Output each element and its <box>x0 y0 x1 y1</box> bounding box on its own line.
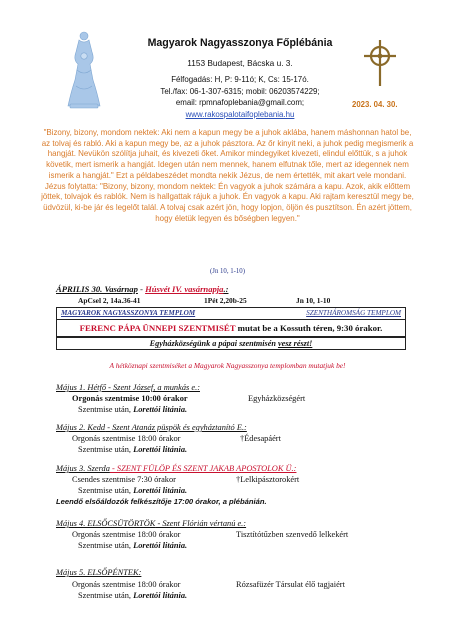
madonna-statue-icon <box>62 30 106 110</box>
mass-intention: Rózsafüzér Társulat élő tagjaiért <box>236 580 345 589</box>
mass-intention: †Lelkipásztorokért <box>236 475 300 484</box>
parish-address: 1153 Budapest, Bácska u. 3. <box>187 58 293 68</box>
pope-mass-details: mutat be a Kossuth téren, 9:30 órakor. <box>235 323 383 333</box>
celtic-cross-icon <box>358 38 402 88</box>
after-mass-note: Szentmise után, Lorettói litánia. <box>78 405 188 414</box>
mass-time: Orgonás szentmise 18:00 órakor <box>72 580 181 589</box>
reading-first: ApCsel 2, 14a.36-41 <box>78 296 141 305</box>
day-heading: Május 5. ELSŐPÉNTEK: <box>56 568 142 577</box>
email-line: email: rpmnafoplebania@gmail.com; <box>175 98 305 108</box>
mass-intention: Tisztítótűzben szenvedő lelkekért <box>236 530 349 539</box>
after-mass-note: Szentmise után, Lorettói litánia. <box>78 486 188 495</box>
day-heading: Május 3. Szerda - SZENT FÜLÖP ÉS SZENT JAKAB APOSTOLOK Ü.: <box>56 464 297 473</box>
mass-intention: Egyházközségért <box>248 394 306 403</box>
website-link[interactable]: www.rakospalotaifoplebania.hu <box>185 109 295 119</box>
gospel-reference: (Jn 10, 1-10) <box>210 268 245 275</box>
pope-mass-row <box>56 319 406 337</box>
after-mass-note: Szentmise után, Lorettói litánia. <box>78 591 188 600</box>
trinity-church-name: SZENTHÁROMSÁG TEMPLOM <box>306 309 401 317</box>
contact-block <box>140 74 340 120</box>
day-heading: Május 4. ELSŐCSÜTÖRTÖK - Szent Flórián vértanú e.: <box>56 519 247 528</box>
mass-time: Orgonás szentmise 10:00 órakor <box>72 394 188 403</box>
sunday-heading: ÁPRILIS 30. Vasárnap - Húsvét IV. vasárnapja.: <box>56 284 229 294</box>
church-row <box>56 307 406 319</box>
weekday-notice: A hétköznapi szentmiséket a Magyarok Nagyasszonya templomban mutatjuk be! <box>109 361 346 370</box>
mass-time: Orgonás szentmise 18:00 órakor <box>72 434 181 443</box>
mass-time: Orgonás szentmise 18:00 órakor <box>72 530 181 539</box>
mass-time: Csendes szentmise 7:30 órakor <box>72 475 176 484</box>
day-heading: Május 1. Hétfő - Szent József, a munkás e.: <box>56 383 200 392</box>
issue-date: 2023. 04. 30. <box>352 100 398 109</box>
parish-attendance-row: Egyházközségünk a pápai szentmisén vesz részt! <box>56 337 406 350</box>
day-heading: Május 2. Kedd - Szent Atanáz püspök és egyháztanító E.: <box>56 423 247 432</box>
sunday-feast: Húsvét IV. vasárnapja <box>145 284 224 294</box>
mass-intention: †Édesapáért <box>240 434 281 443</box>
after-mass-note: Szentmise után, Lorettói litánia. <box>78 445 188 454</box>
after-mass-note: Szentmise után, Lorettói litánia. <box>78 541 188 550</box>
church-name: MAGYAROK NAGYASSZONYA TEMPLOM <box>61 309 196 317</box>
parish-title: Magyarok Nagyasszonya Főplébánia <box>147 37 333 49</box>
sunday-date: ÁPRILIS 30. Vasárnap <box>56 284 138 294</box>
phone-line: Tel./fax: 06-1-307-6315; mobil: 06203574229; <box>160 86 320 96</box>
reading-gospel: Jn 10, 1-10 <box>296 296 331 305</box>
pope-mass-highlight: FERENC PÁPA ÜNNEPI SZENTMISÉT <box>79 323 236 333</box>
reading-second: 1Pét 2,20b-25 <box>204 296 247 305</box>
first-communion-note: Leendő elsőáldozók felkészítője 17:00 órakor, a plébánián. <box>56 497 267 506</box>
office-hours: Félfogadás: H, P: 9-11ó; K, Cs: 15-17ó. <box>171 75 309 84</box>
gospel-text: "Bizony, bizony, mondom nektek: Aki nem a kapun megy be a juhok aklába, hanem máshonnan hatol be, az tolvaj és rabló. Aki a kapun megy be, az a juhok pásztora. Az őr kinyit neki, a juhok pedig megismerik a hangját. Nevükön szólítja juhait, és kivezeti őket. Amikor mindegyiket kivezeti, elindul előttük, s a juhok követik, mert ismerik a hangját. Idegen után nem mennek, hanem elfutnak tőle, mert az idegennek nem ismerik a hangját." Ezt a példabeszédet mondta nekik Jézus, de nem értették, mit akart vele mondani. Jézus folytatta: "Bizony, bizony, mondom nektek: Én vagyok a juhok számára a kapu. Azok, akik előttem jöttek, tolvajok és rablók. Nem is hallgattak rájuk a juhok. Én vagyok a kapu. Aki rajtam keresztül megy be, üdvözül, ki-be jár és legelőt talál. A tolvaj csak azért jön, hogy lopjon, öljön és pusztítson. Én azért jöttem, hogy életük legyen és bőségben legyen." <box>41 128 414 223</box>
